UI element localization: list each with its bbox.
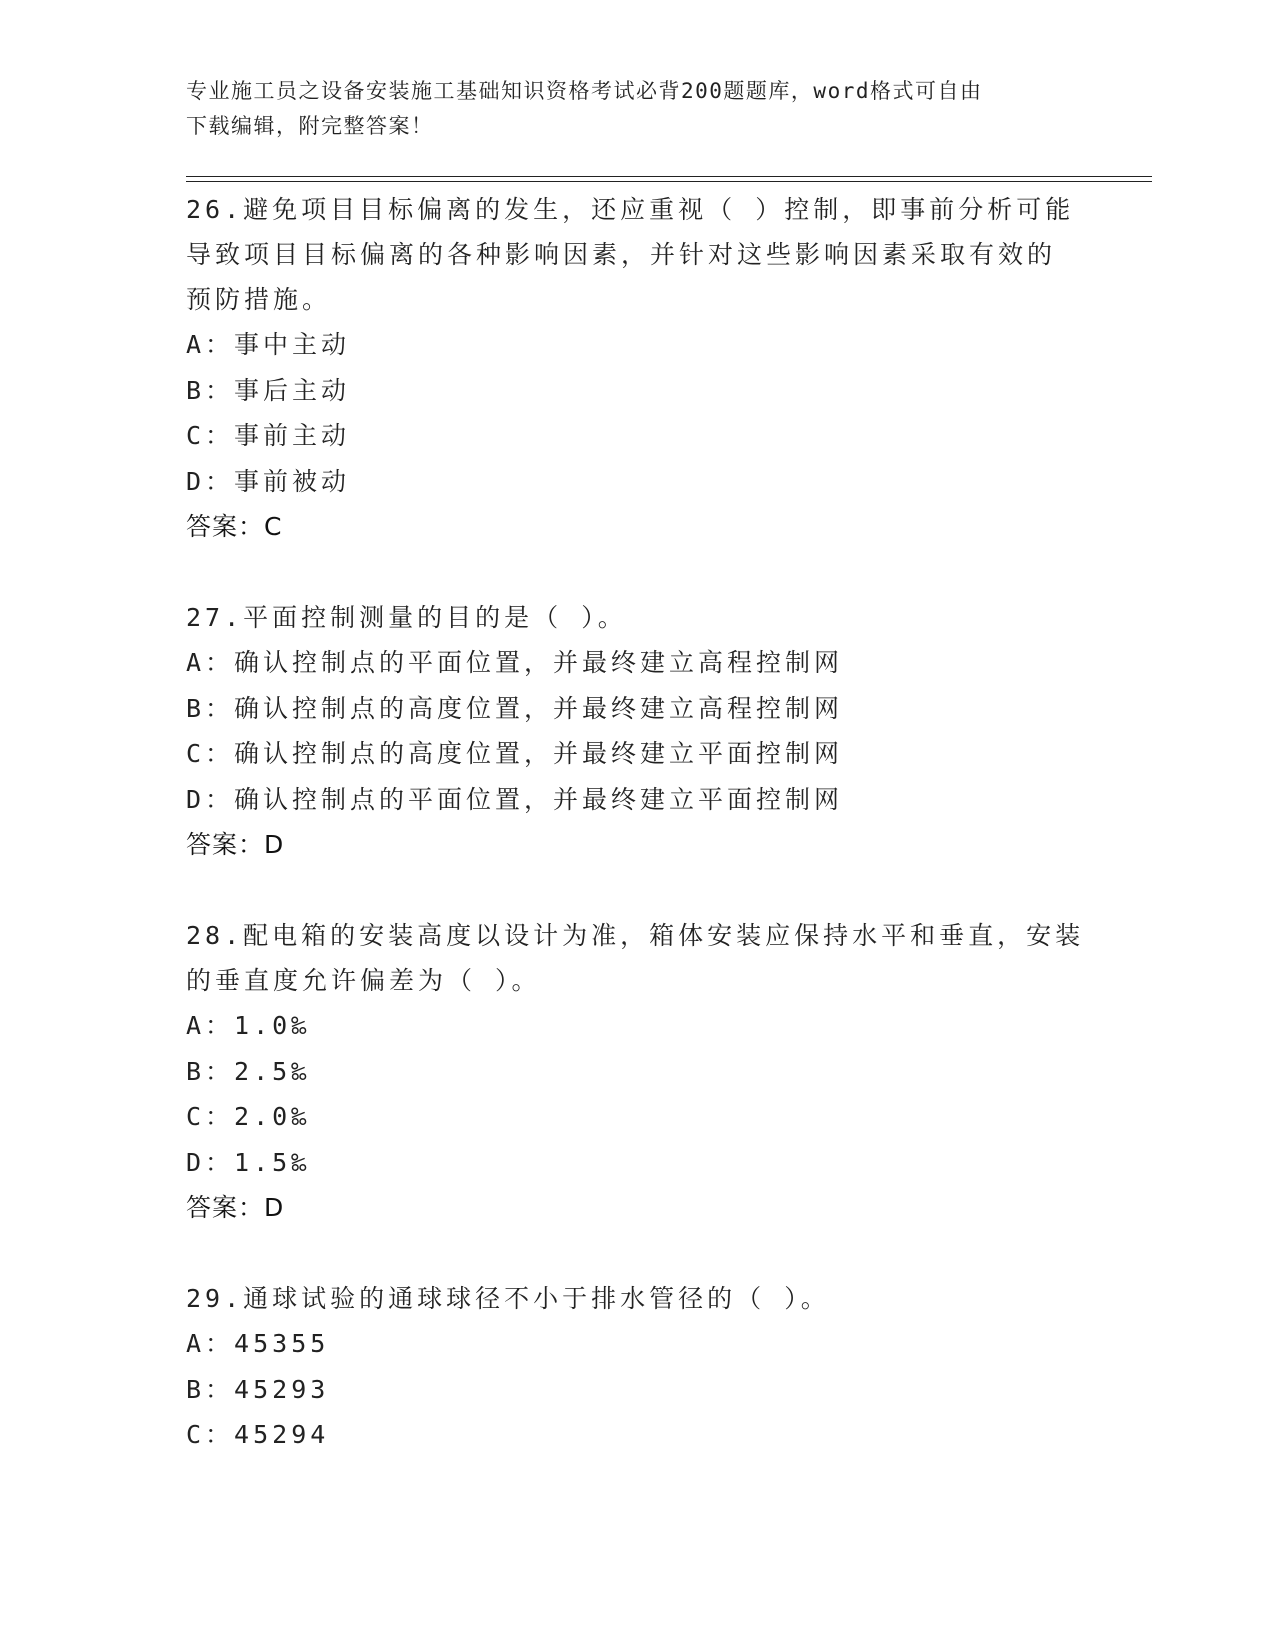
header-line-1: 专业施工员之设备安装施工基础知识资格考试必背200题题库，word格式可自由	[186, 79, 983, 103]
question-stem-line: 26.避免项目目标偏离的发生，还应重视（ ）控制，即事前分析可能	[186, 195, 1075, 224]
header-line-2: 下载编辑，附完整答案！	[186, 114, 434, 138]
answer-line: 答案：D	[186, 1193, 285, 1222]
question-stem-line: 28.配电箱的安装高度以设计为准，箱体安装应保持水平和垂直，安装	[186, 921, 1085, 950]
option-c: C：2.0‰	[186, 1102, 311, 1131]
question-28	[186, 913, 1086, 1230]
option-b: B：2.5‰	[186, 1056, 311, 1086]
header-divider-top	[186, 176, 1152, 177]
option-a: A：事中主动	[186, 330, 351, 359]
option-d: D：确认控制点的平面位置，并最终建立平面控制网	[186, 784, 844, 814]
question-29	[186, 1276, 1086, 1458]
answer-line: 答案：D	[186, 830, 285, 859]
question-27	[186, 595, 1086, 867]
option-c: C：事前主动	[186, 421, 351, 450]
question-stem-line: 29.通球试验的通球球径不小于排水管径的（ ）。	[186, 1284, 830, 1313]
question-list	[186, 187, 1086, 1504]
question-stem-line: 27.平面控制测量的目的是（ ）。	[186, 603, 627, 632]
question-stem-line: 导致项目目标偏离的各种影响因素，并针对这些影响因素采取有效的	[186, 240, 1057, 269]
document-header	[186, 74, 1086, 144]
option-b: B：确认控制点的高度位置，并最终建立高程控制网	[186, 693, 844, 723]
option-d: D：1.5‰	[186, 1147, 311, 1177]
option-a: A：45355	[186, 1329, 330, 1358]
option-a: A：1.0‰	[186, 1011, 311, 1040]
option-c: C：45294	[186, 1420, 330, 1449]
answer-line: 答案：C	[186, 512, 283, 541]
option-c: C：确认控制点的高度位置，并最终建立平面控制网	[186, 739, 844, 768]
question-stem-line: 的垂直度允许偏差为（ ）。	[186, 966, 541, 995]
option-b: B：事后主动	[186, 375, 351, 405]
question-26	[186, 187, 1086, 549]
option-d: D：事前被动	[186, 466, 351, 496]
question-stem-line: 预防措施。	[186, 285, 332, 314]
option-a: A：确认控制点的平面位置，并最终建立高程控制网	[186, 648, 844, 677]
header-divider-bottom	[186, 181, 1152, 182]
option-b: B：45293	[186, 1374, 330, 1404]
